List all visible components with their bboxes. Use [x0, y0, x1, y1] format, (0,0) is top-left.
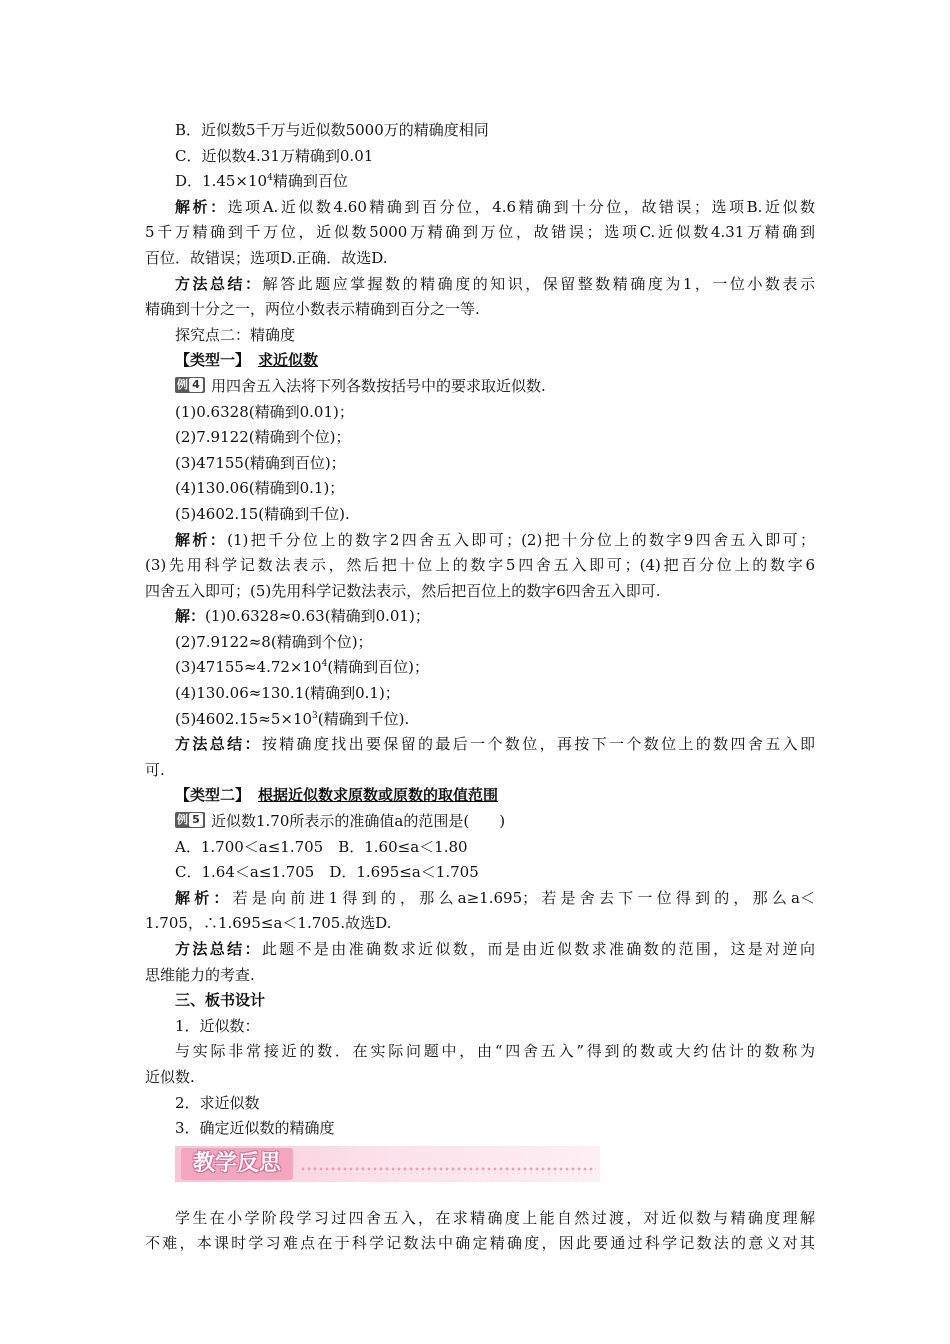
example-badge-number: 4 [189, 378, 203, 392]
analysis-3-text-a: 若是向前进1得到的，那么a≥1.695；若是舍去下一位得到的，那么a＜ [232, 888, 815, 907]
option-c: C．近似数4.31万精确到0.01 [175, 146, 374, 165]
type-2-topic: 根据近似数求原数或原数的取值范围 [258, 786, 499, 805]
board-item-1: 1．近似数： [175, 1016, 260, 1035]
explore-point-2: 探究点二：精确度 [175, 325, 296, 344]
example-4-item: (3)47155(精确到百位)； [175, 453, 346, 472]
solution-3-exponent: 4 [321, 659, 328, 670]
method-3-line-b: 思维能力的考查. [145, 965, 255, 984]
option-d-text: D．1.45×10 [175, 172, 268, 191]
example-badge-number: 5 [189, 813, 203, 827]
example-4-item: (5)4602.15(精确到千位). [175, 504, 350, 523]
solution-5-tail: (精确到千位). [317, 709, 410, 728]
solution-line-1 [145, 604, 815, 630]
method-3-line-a [145, 937, 815, 963]
analysis-2-line-b: (3)先用科学记数法表示，然后把十位上的数字5四舍五入即可；(4)把百分位上的数字6 [145, 556, 815, 575]
solution-1-text: (1)0.6328≈0.63(精确到0.01)； [205, 607, 430, 626]
solution-line-5 [145, 707, 815, 733]
analysis-2-line-a [145, 528, 815, 554]
example-4-text: 用四舍五入法将下列各数按括号中的要求取近似数. [211, 376, 546, 395]
analysis-2-line-c: 四舍五入即可；(5)先用科学记数法表示，然后把百位上的数字6四舍五入即可. [145, 581, 661, 600]
method-2-line-a [145, 732, 815, 758]
method-2-line-b: 可. [145, 760, 165, 779]
analysis-1-line-b: 5千万精确到千万位，近似数5000万精确到万位，故错误；选项C.近似数4.31万精确到 [145, 223, 815, 242]
teaching-reflection-title: 教学反思 [181, 1148, 293, 1180]
board-item-3: 3．确定近似数的精确度 [175, 1119, 335, 1138]
method-label: 方法总结： [175, 274, 263, 293]
example-badge-label: 例 [177, 377, 188, 391]
teaching-reflection-banner [175, 1146, 600, 1182]
analysis-label: 解析： [175, 888, 233, 907]
type-1-heading [145, 348, 815, 374]
example-5-question [145, 809, 815, 835]
board-design-heading: 三、板书设计 [175, 991, 266, 1010]
board-item-2: 2．求近似数 [175, 1093, 260, 1112]
method-3-text-a: 此题不是由准确数求近似数，而是由近似数求准确数的范围，这是对逆向 [261, 940, 815, 958]
example-badge-label: 例 [177, 813, 188, 827]
solution-line-2: (2)7.9122≈8(精确到个位)； [175, 632, 373, 651]
option-d-exponent: 4 [267, 173, 273, 184]
analysis-2-text-a: (1)把千分位上的数字2四舍五入即可；(2)把十分位上的数字9四舍五入即可； [227, 530, 815, 549]
example-4-item: (1)0.6328(精确到0.01)； [175, 402, 354, 421]
type-1-label: 【类型一】 [175, 351, 251, 370]
example-4-question [145, 374, 815, 400]
solution-line-3 [145, 655, 815, 681]
example-5-options-ab: A．1.700＜a≤1.705 B．1.60≤a＜1.80 [175, 837, 468, 856]
solution-5-text: (5)4602.15≈5×10 [175, 709, 313, 728]
option-b: B．近似数5千万与近似数5000万的精确度相同 [175, 121, 489, 139]
example-4-item: (4)130.06(精确到0.1)； [175, 479, 345, 498]
method-label: 方法总结： [175, 940, 262, 958]
method-1-line-b: 精确到十分之一，两位小数表示精确到百分之一等. [145, 300, 480, 319]
solution-label: 解： [175, 607, 206, 626]
method-label: 方法总结： [175, 735, 262, 754]
type-2-label: 【类型二】 [175, 786, 251, 805]
solution-3-text: (3)47155≈4.72×10 [175, 658, 322, 677]
analysis-label: 解析： [175, 530, 228, 549]
type-2-heading [145, 783, 815, 809]
method-1-line-a [145, 272, 815, 298]
solution-5-exponent: 3 [312, 710, 318, 721]
reflection-line-b: 不难，本课时学习难点在于科学记数法中确定精确度，因此要通过科学记数法的意义对其 [145, 1234, 815, 1253]
board-item-1-desc-b: 近似数. [145, 1067, 195, 1086]
type-1-topic: 求近似数 [258, 351, 319, 370]
analysis-1-text-a: 选项A.近似数4.60精确到百分位，4.6精确到十分位，故错误；选项B.近似数 [227, 197, 815, 216]
analysis-3-line-b: 1.705，∴1.695≤a＜1.705.故选D. [145, 914, 392, 933]
option-d-tail: 精确到百位 [272, 172, 348, 191]
analysis-label: 解析： [175, 197, 228, 216]
reflection-line-a: 学生在小学阶段学习过四舍五入，在求精确度上能自然过渡，对近似数与精确度理解 [175, 1208, 815, 1227]
board-item-1-desc-a: 与实际非常接近的数．在实际问题中，由“四舍五入”得到的数或大约估计的数称为 [175, 1042, 815, 1061]
example-5-options-cd: C．1.64＜a≤1.705 D．1.695≤a＜1.705 [175, 863, 479, 882]
analysis-1-line-c: 百位．故错误；选项D.正确．故选D. [145, 248, 388, 267]
example-badge-icon [175, 377, 205, 393]
method-1-text-a: 解答此题应掌握数的精确度的知识，保留整数精确度为1，一位小数表示 [262, 274, 815, 293]
solution-line-4: (4)130.06≈130.1(精确到0.1)； [175, 684, 400, 703]
document-page [145, 118, 815, 1257]
example-5-text: 近似数1.70所表示的准确值a的范围是( ) [211, 812, 506, 831]
analysis-1-line-a [145, 195, 815, 221]
example-4-item: (2)7.9122(精确到个位)； [175, 428, 351, 447]
analysis-3-line-a [145, 886, 815, 912]
option-d [145, 169, 815, 195]
solution-3-tail: (精确到百位)； [327, 658, 430, 677]
banner-dots-decoration [300, 1166, 596, 1174]
method-2-text-a: 按精确度找出要保留的最后一个数位，再按下一个数位上的数四舍五入即 [261, 735, 815, 754]
example-badge-icon [175, 812, 205, 828]
